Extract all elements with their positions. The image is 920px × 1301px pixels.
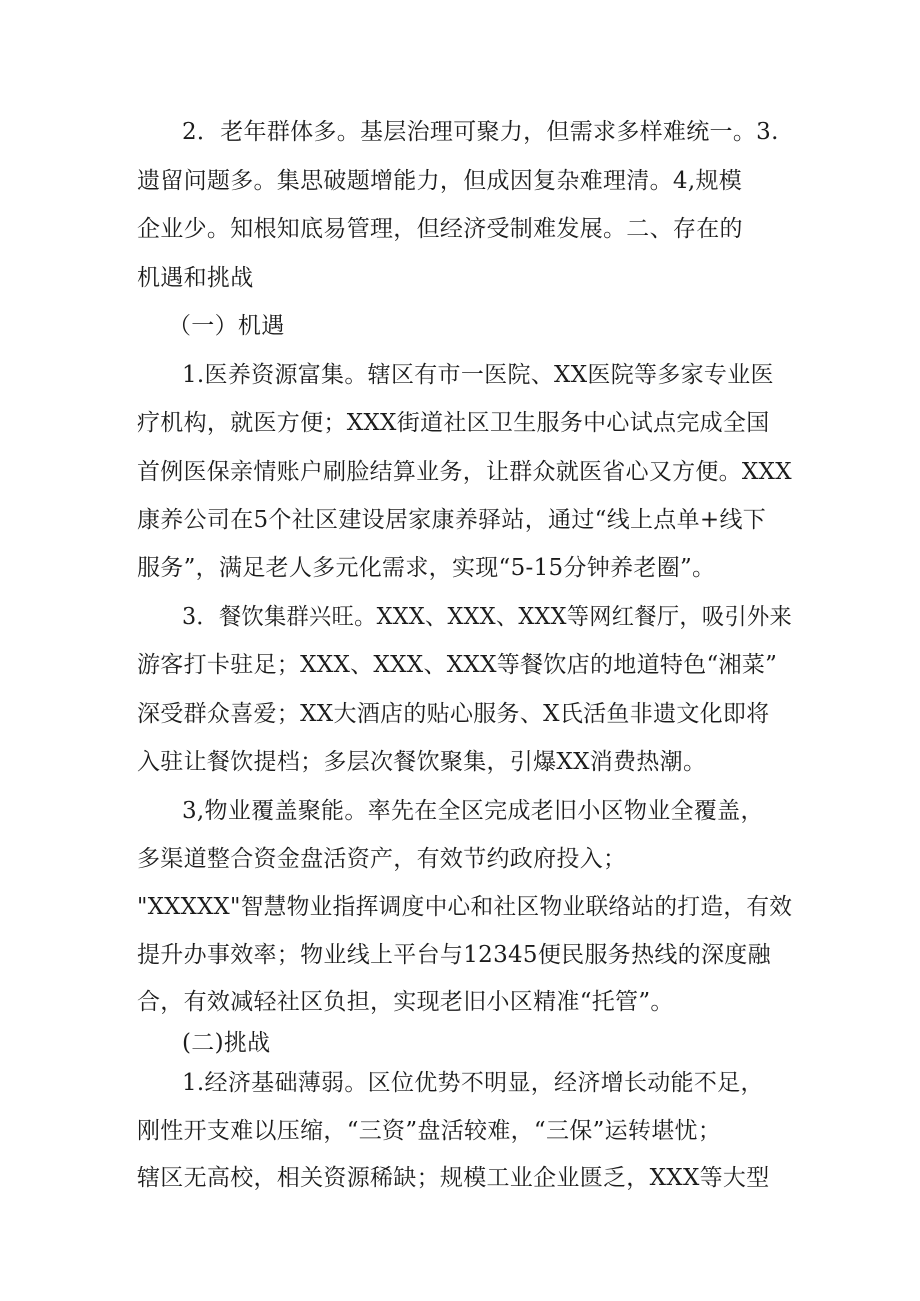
text-line: 首例医保亲情账户刷脸结算业务，让群众就医省心又方便。XXX	[137, 459, 792, 485]
text-line: 刚性开支难以压缩，“三资”盘活较难，“三保”运转堪忧；	[137, 1118, 722, 1144]
text-line: 服务”，满足老人多元化需求，实现“5-15分钟养老圈”。	[137, 555, 716, 581]
text-line: 合，有效减轻社区负担，实现老旧小区精准“托管”。	[137, 989, 674, 1015]
text-line: "XXXXX"智慧物业指挥调度中心和社区物业联络站的打造，有效	[137, 894, 793, 920]
text-line: 3,物业覆盖聚能。率先在全区完成老旧小区物业全覆盖，	[182, 798, 764, 824]
text-line: 机遇和挑战	[137, 265, 254, 291]
text-line: 2．老年群体多。基层治理可聚力，但需求多样难统一。3.	[182, 119, 779, 145]
text-line: 1.经济基础薄弱。区位优势不明显，经济增长动能不足，	[182, 1070, 764, 1096]
text-line: 遗留问题多。集思破题增能力，但成因复杂难理清。4,规模	[137, 168, 743, 194]
section-heading: (二)挑战	[182, 1030, 271, 1056]
text-line: 企业少。知根知底易管理，但经济受制难发展。二、存在的	[137, 216, 743, 242]
text-line: 康养公司在5个社区建设居家康养驿站，通过“线上点单+线下	[137, 507, 767, 533]
text-line: 疗机构，就医方便；XXX街道社区卫生服务中心试点完成全国	[137, 410, 770, 436]
text-line: 多渠道整合资金盘活资产，有效节约政府投入；	[137, 846, 627, 872]
text-line: 提升办事效率；物业线上平台与12345便民服务热线的深度融	[137, 942, 771, 968]
text-line: 入驻让餐饮提档；多层次餐饮聚集，引爆XX消费热潮。	[137, 749, 707, 775]
text-line: 辖区无高校，相关资源稀缺；规模工业企业匮乏，XXX等大型	[137, 1165, 770, 1191]
section-heading: （一）机遇	[168, 313, 285, 339]
text-line: 游客打卡驻足；XXX、XXX、XXX等餐饮店的地道特色“湘菜”	[137, 652, 778, 678]
text-line: 3．餐饮集群兴旺。XXX、XXX、XXX等网红餐厅，吸引外来	[182, 604, 792, 630]
text-line: 1.医养资源富集。辖区有市一医院、XX医院等多家专业医	[182, 362, 774, 388]
text-line: 深受群众喜爱；XX大酒店的贴心服务、X氏活鱼非遗文化即将	[137, 701, 770, 727]
